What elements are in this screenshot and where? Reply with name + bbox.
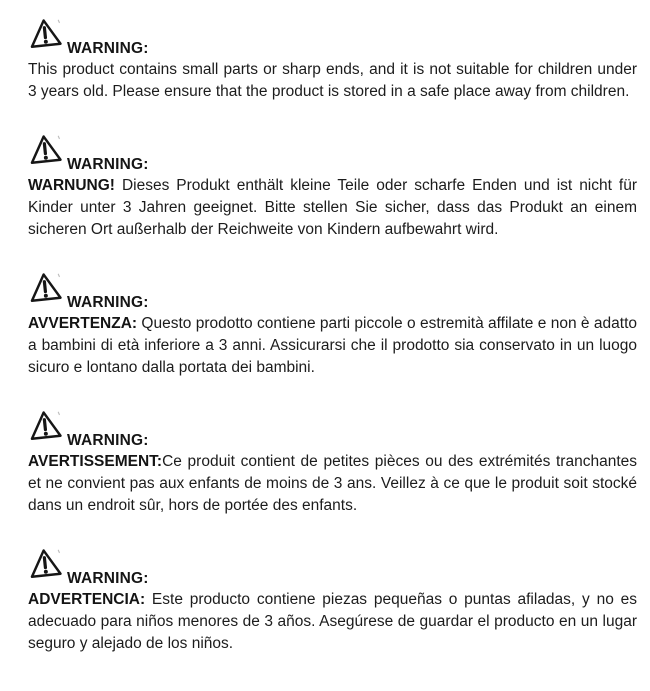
warning-header [28,405,637,449]
warning-text: This product contains small parts or sharp ends, and it is not suitable for children under 3 years old. Please ensure that the product is stored in a safe place away from children. [28,61,637,100]
warning-triangle-icon [28,271,62,304]
warning-paragraph [28,175,637,241]
warning-paragraph [28,313,637,379]
warning-lead: ADVERTENCIA: [28,591,146,608]
warning-title: WARNING: [67,293,149,311]
warning-section-italian [28,267,637,379]
warning-paragraph [28,589,637,655]
warning-triangle-icon [28,547,62,580]
warning-triangle-icon [28,133,62,166]
warning-triangle-icon [28,409,62,442]
warning-paragraph [28,59,637,103]
warning-header [28,129,637,173]
warning-section-spanish [28,543,637,655]
warning-text: Dieses Produkt enthält kleine Teile oder scharfe Enden und ist nicht für Kinder unter 3 Jahren geeignet. Bitte stellen Sie sicher, dass das Produkt an einem sicheren Ort außerhalb der Reichweite von Kindern aufbewahrt wird. [28,177,637,238]
warning-header [28,267,637,311]
warning-title: WARNING: [67,155,149,173]
warning-header [28,13,637,57]
warning-text: Questo prodotto contiene parti piccole o estremità affilate e non è adatto a bambini di età inferiore a 3 anni. Assicurarsi che il prodotto sia conservato in un luogo sicuro e lontano dalla portata dei bambini. [28,315,637,376]
warning-title: WARNING: [67,39,149,57]
warning-lead: WARNUNG! [28,177,115,194]
warning-title: WARNING: [67,569,149,587]
warning-paragraph [28,451,637,517]
warning-section-english [28,13,637,103]
warning-lead: AVVERTENZA: [28,315,138,332]
warning-triangle-icon [28,17,62,50]
warning-header [28,543,637,587]
warning-section-german [28,129,637,241]
warning-text: Ce produit contient de petites pièces ou des extrémités tranchantes et ne convient pas aux enfants de moins de 3 ans. Veillez à ce que le produit soit stocké dans un endroit sûr, hors de portée des enfants. [28,453,637,514]
warning-lead: AVERTISSEMENT: [28,453,163,470]
warning-title: WARNING: [67,431,149,449]
warning-section-french [28,405,637,517]
warning-text: Este producto contiene piezas pequeñas o puntas afiladas, y no es adecuado para niños menores de 3 años. Asegúrese de guardar el producto en un lugar seguro y alejado de los niños. [28,591,637,652]
